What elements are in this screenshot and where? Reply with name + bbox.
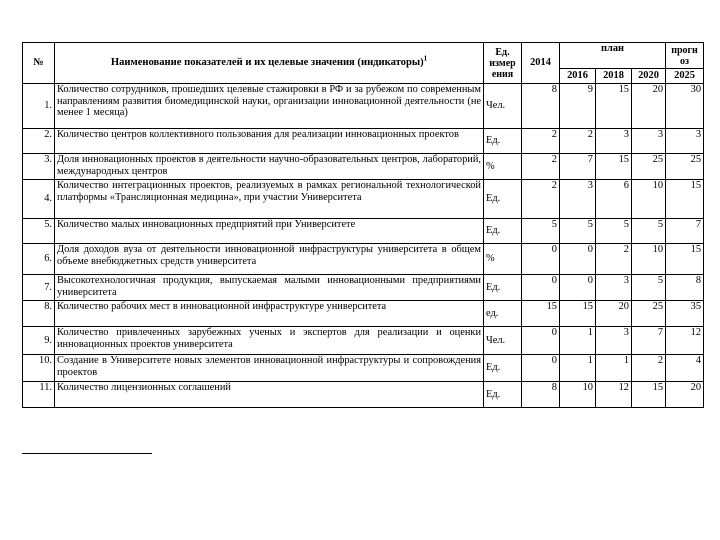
indicator-name: Высокотехнологичная продукция, выпускаемая малыми инновационными предприятиями университета: [55, 275, 484, 301]
header-plan: план: [560, 43, 666, 69]
value-2016: 15: [560, 301, 596, 327]
value-2020: 25: [632, 154, 666, 180]
value-2020: 3: [632, 129, 666, 154]
row-number: 10.: [23, 355, 55, 382]
value-2020: 5: [632, 275, 666, 301]
table-row: [23, 219, 704, 244]
value-2018: 6: [596, 180, 632, 219]
row-number: 5.: [23, 219, 55, 244]
indicator-name: Создание в Университете новых элементов инновационной инфраструктуры и сопровождения проектов: [55, 355, 484, 382]
value-2014: 0: [522, 355, 560, 382]
value-2018: 3: [596, 327, 632, 355]
value-2020: 5: [632, 219, 666, 244]
value-2014: 0: [522, 244, 560, 275]
header-indicator-name: [55, 43, 484, 84]
value-2020: 2: [632, 355, 666, 382]
indicator-name: Доля доходов вуза от деятельности инновационной инфраструктуры университета в общем объеме внебюджетных средств университета: [55, 244, 484, 275]
value-2014: 0: [522, 327, 560, 355]
value-2014: 5: [522, 219, 560, 244]
value-2020: 25: [632, 301, 666, 327]
indicator-unit: Чел.: [484, 84, 522, 129]
value-2018: 2: [596, 244, 632, 275]
value-2016: 7: [560, 154, 596, 180]
table-header: [23, 43, 704, 84]
indicator-name: Доля инновационных проектов в деятельности научно-образовательных центров, лабораторий, международных центров: [55, 154, 484, 180]
table-row: [23, 244, 704, 275]
value-2025: 25: [666, 154, 704, 180]
indicator-unit: Ед.: [484, 129, 522, 154]
footnote-marker: 1: [423, 54, 428, 63]
value-2014: 2: [522, 129, 560, 154]
value-2025: 12: [666, 327, 704, 355]
table-row: [23, 275, 704, 301]
value-2020: 15: [632, 382, 666, 408]
row-number: 1.: [23, 84, 55, 129]
value-2016: 1: [560, 327, 596, 355]
indicator-name: Количество интеграционных проектов, реализуемых в рамках региональной технологической платформы «Трансляционная медицина», при участии Университета: [55, 180, 484, 219]
value-2018: 5: [596, 219, 632, 244]
value-2014: 8: [522, 382, 560, 408]
value-2016: 0: [560, 244, 596, 275]
indicator-unit: %: [484, 244, 522, 275]
value-2016: 2: [560, 129, 596, 154]
value-2016: 0: [560, 275, 596, 301]
table-row: [23, 382, 704, 408]
header-base-year: 2014: [522, 43, 560, 84]
value-2020: 10: [632, 180, 666, 219]
indicator-unit: ед.: [484, 301, 522, 327]
row-number: 8.: [23, 301, 55, 327]
header-number: №: [23, 43, 55, 84]
header-year-2016: 2016: [560, 69, 596, 84]
table-row: [23, 327, 704, 355]
table-body: [23, 84, 704, 408]
value-2014: 15: [522, 301, 560, 327]
value-2014: 2: [522, 154, 560, 180]
indicator-unit: Ед.: [484, 355, 522, 382]
value-2018: 12: [596, 382, 632, 408]
header-forecast: прогн оз: [666, 43, 704, 69]
row-number: 3.: [23, 154, 55, 180]
value-2020: 20: [632, 84, 666, 129]
value-2020: 10: [632, 244, 666, 275]
value-2025: 15: [666, 180, 704, 219]
indicator-name: Количество лицензионных соглашений: [55, 382, 484, 408]
value-2025: 15: [666, 244, 704, 275]
table-row: [23, 129, 704, 154]
value-2025: 3: [666, 129, 704, 154]
value-2014: 8: [522, 84, 560, 129]
table-row: [23, 355, 704, 382]
value-2016: 10: [560, 382, 596, 408]
row-number: 2.: [23, 129, 55, 154]
indicator-unit: Ед.: [484, 180, 522, 219]
row-number: 6.: [23, 244, 55, 275]
indicator-unit: %: [484, 154, 522, 180]
value-2025: 20: [666, 382, 704, 408]
table-row: [23, 301, 704, 327]
value-2018: 1: [596, 355, 632, 382]
value-2018: 15: [596, 154, 632, 180]
table-row: [23, 84, 704, 129]
value-2016: 1: [560, 355, 596, 382]
header-unit: Ед. измер ения: [484, 43, 522, 84]
indicator-unit: Ед.: [484, 382, 522, 408]
value-2025: 7: [666, 219, 704, 244]
value-2016: 5: [560, 219, 596, 244]
value-2014: 0: [522, 275, 560, 301]
value-2016: 3: [560, 180, 596, 219]
indicator-unit: Ед.: [484, 275, 522, 301]
indicator-name: Количество малых инновационных предприятий при Университете: [55, 219, 484, 244]
header-year-2018: 2018: [596, 69, 632, 84]
row-number: 7.: [23, 275, 55, 301]
value-2020: 7: [632, 327, 666, 355]
header-year-2025: 2025: [666, 69, 704, 84]
indicator-name: Количество привлеченных зарубежных ученых и экспертов для реализации и оценки инновационных проектов университета: [55, 327, 484, 355]
table-row: [23, 180, 704, 219]
indicator-unit: Чел.: [484, 327, 522, 355]
value-2018: 3: [596, 129, 632, 154]
indicator-name: Количество рабочих мест в инновационной инфраструктуре университета: [55, 301, 484, 327]
value-2018: 15: [596, 84, 632, 129]
value-2025: 4: [666, 355, 704, 382]
value-2018: 20: [596, 301, 632, 327]
indicator-unit: Ед.: [484, 219, 522, 244]
indicator-name: Количество сотрудников, прошедших целевые стажировки в РФ и за рубежом по современным направлениям развития биомедицинской науки, организации инновационной деятельности (не менее 1 месяца): [55, 84, 484, 129]
value-2018: 3: [596, 275, 632, 301]
indicator-name: Количество центров коллективного пользования для реализации инновационных проектов: [55, 129, 484, 154]
row-number: 11.: [23, 382, 55, 408]
footnote-separator: [22, 453, 152, 454]
value-2025: 35: [666, 301, 704, 327]
value-2025: 30: [666, 84, 704, 129]
table-row: [23, 154, 704, 180]
value-2025: 8: [666, 275, 704, 301]
indicators-table: [22, 42, 704, 408]
value-2014: 2: [522, 180, 560, 219]
header-name-text: Наименование показателей и их целевые значения (индикаторы): [110, 57, 424, 69]
header-year-2020: 2020: [632, 69, 666, 84]
value-2016: 9: [560, 84, 596, 129]
row-number: 4.: [23, 180, 55, 219]
row-number: 9.: [23, 327, 55, 355]
